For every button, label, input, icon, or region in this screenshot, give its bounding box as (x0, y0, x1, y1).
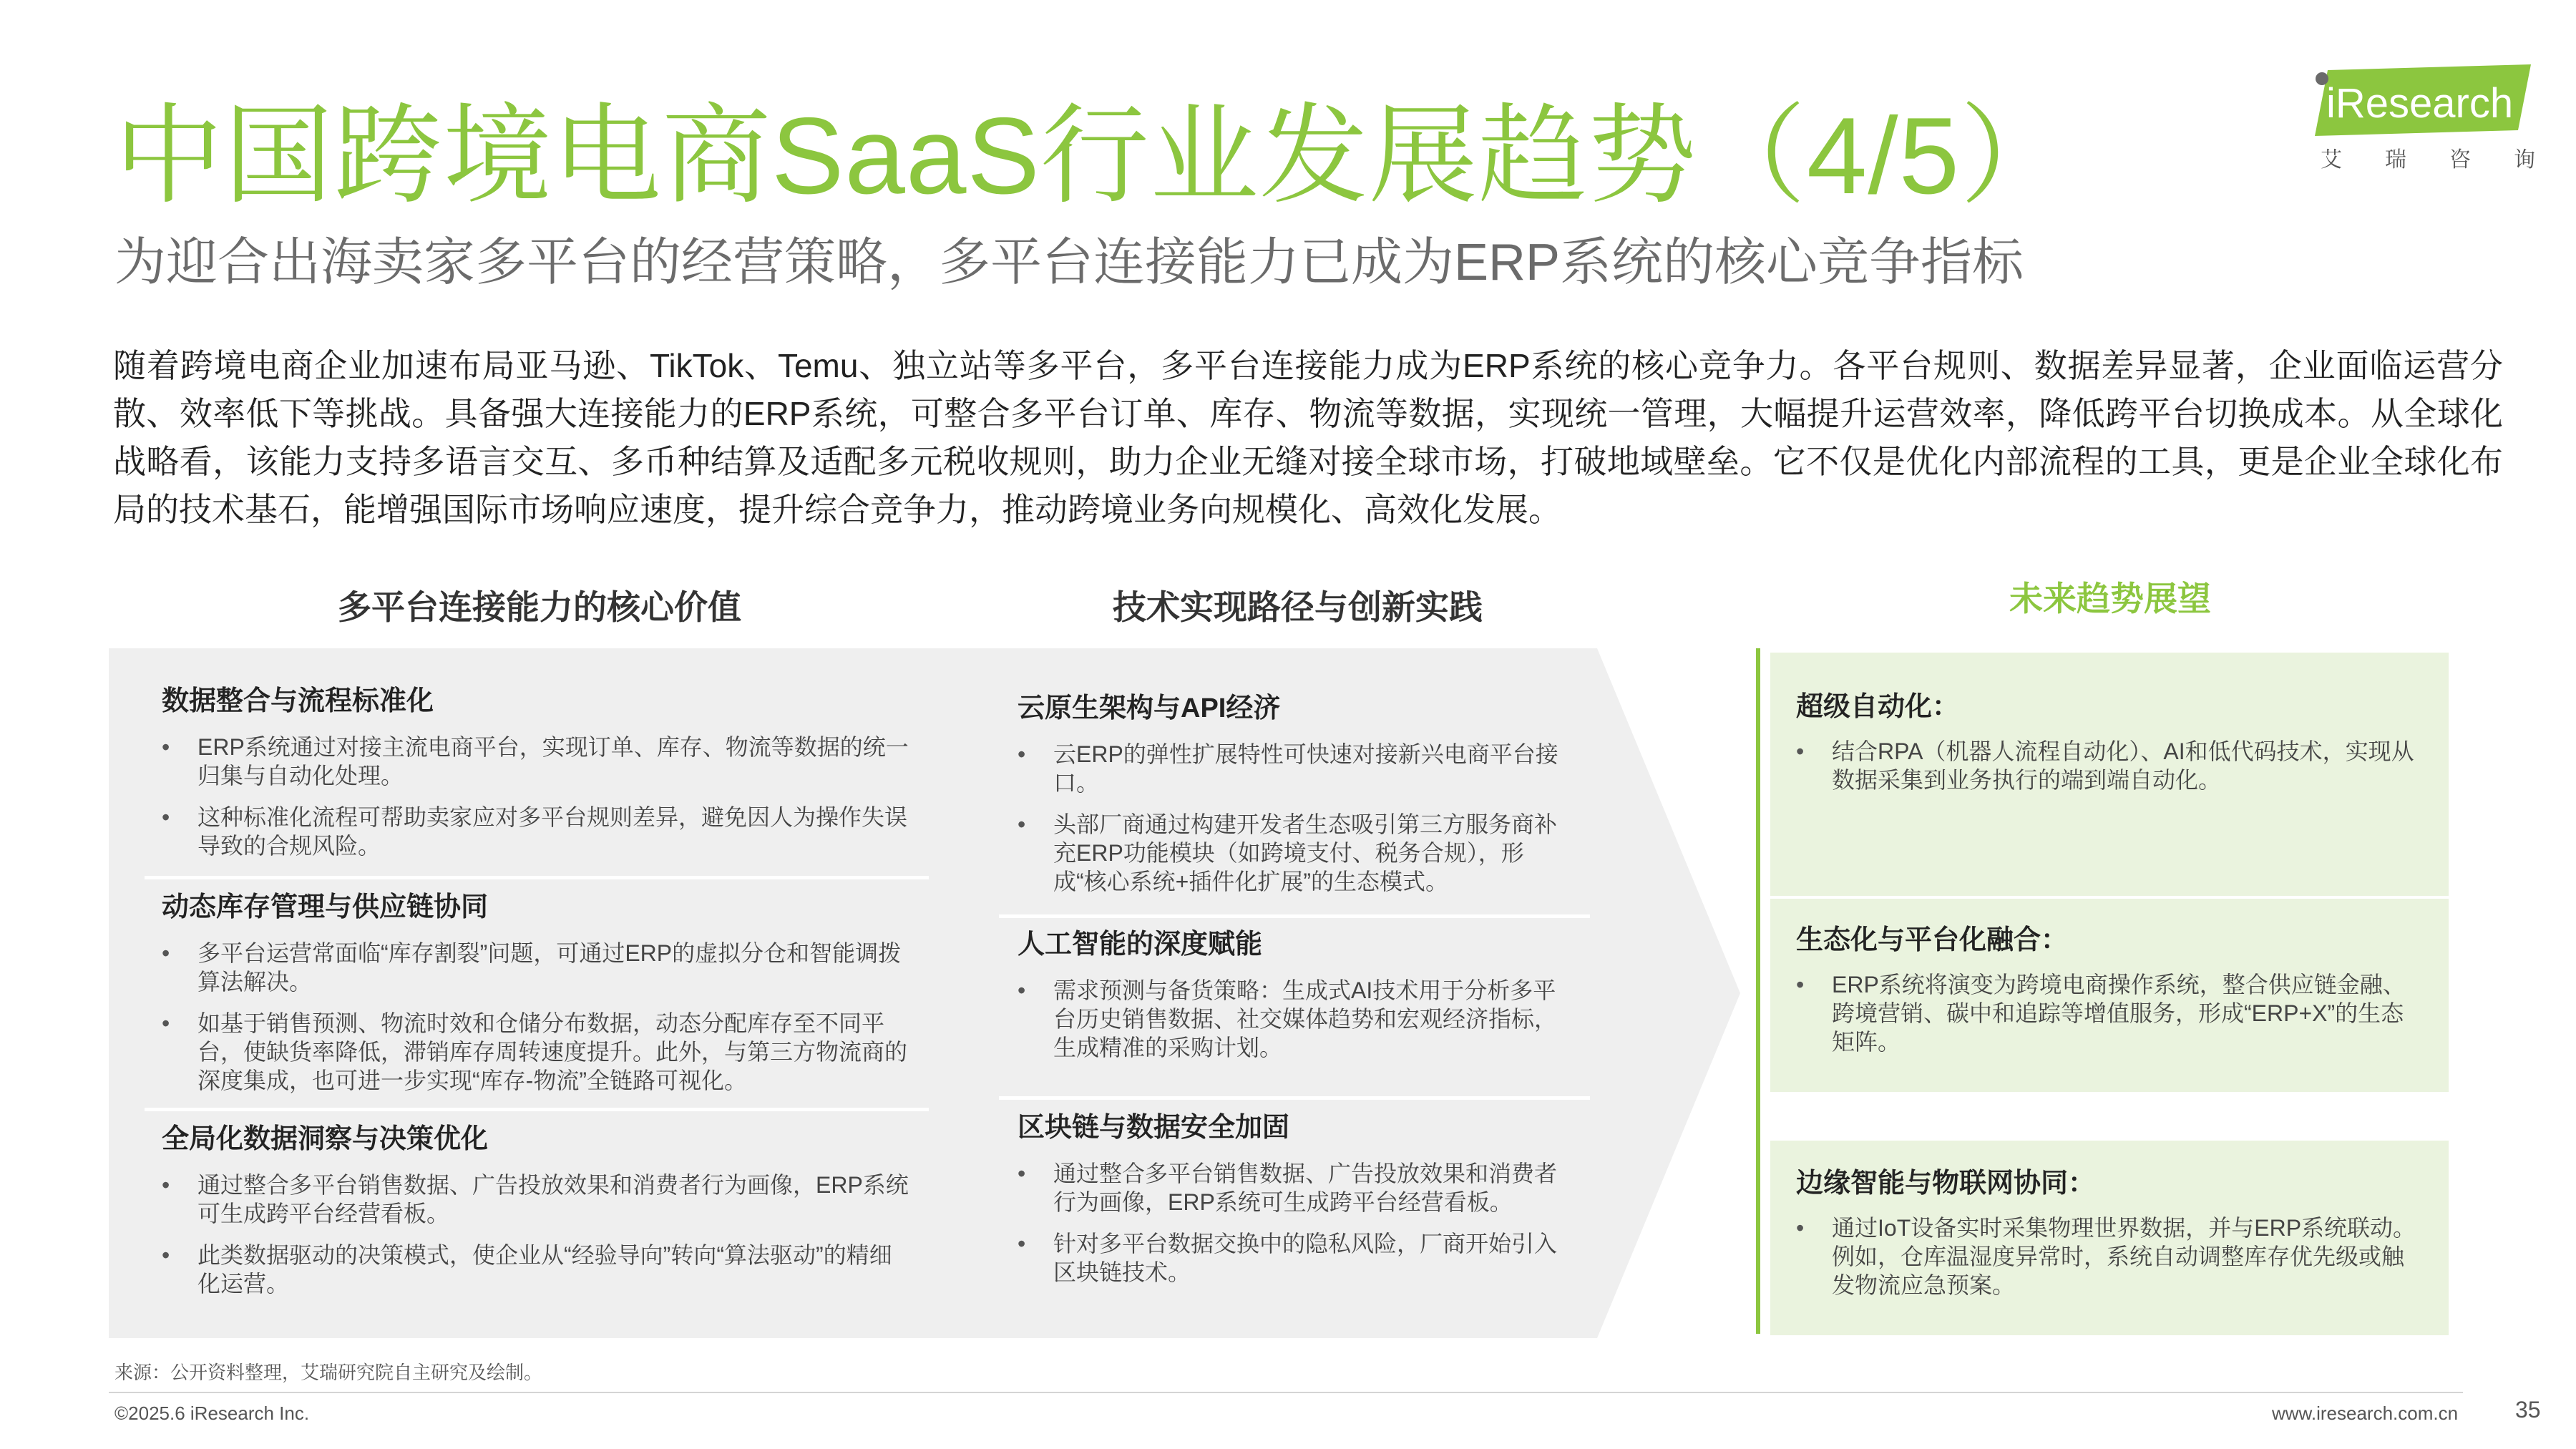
bullet-item: • 通过IoT设备实时采集物理世界数据，并与ERP系统联动。例如，仓库温湿度异常时，系统自动调整库存优先级或触发物流应急预案。 (1796, 1214, 2423, 1299)
source-note: 来源：公开资料整理，艾瑞研究院自主研究及绘制。 (114, 1362, 543, 1383)
section-data-integration (162, 684, 913, 873)
section-blockchain-security (1018, 1111, 1576, 1299)
section-title: 全局化数据洞察与决策优化 (162, 1124, 489, 1154)
bullet-item: • 通过整合多平台销售数据、广告投放效果和消费者行为画像，ERP系统可生成跨平台经营看板。 (1018, 1159, 1576, 1216)
footer-divider (109, 1392, 2463, 1393)
section-ai-enablement (1018, 927, 1576, 1075)
iresearch-logo (2308, 64, 2537, 172)
page-subtitle: 为迎合出海卖家多平台的经营策略，多平台连接能力已成为ERP系统的核心竞争指标 (114, 234, 2024, 291)
bullet-item: • 云ERP的弹性扩展特性可快速对接新兴电商平台接口。 (1018, 740, 1576, 797)
bullet-item: • 针对多平台数据交换中的隐私风险，厂商开始引入区块链技术。 (1018, 1229, 1576, 1287)
section-divider (999, 914, 1590, 918)
trend-card-edge-iot (1770, 1141, 2449, 1335)
trend-card-title: 边缘智能与物联网协同： (1796, 1169, 2096, 1199)
trend-card-title: 生态化与平台化融合： (1796, 925, 2069, 955)
bullet-item: • ERP系统通过对接主流电商平台，实现订单、库存、物流等数据的统一归集与自动化处理。 (162, 733, 913, 790)
bullet-item: • 通过整合多平台销售数据、广告投放效果和消费者行为画像，ERP系统可生成跨平台经营看板。 (162, 1171, 913, 1228)
bullet-item: • 这种标准化流程可帮助卖家应对多平台规则差异，避免因人为操作失误导致的合规风险。 (162, 803, 913, 860)
intro-paragraph: 随着跨境电商企业加速布局亚马逊、TikTok、Temu、独立站等多平台，多平台连接能力成为ERP系统的核心竞争力。各平台规则、数据差异显著，企业面临运营分散、效率低下等挑战。具备强大连接能力的ERP系统，可整合多平台订单、库存、物流等数据，实现统一管理，大幅提升运营效率，降低跨平台切换成本。从全球化战略看，该能力支持多语言交互、多币种结算及适配多元税收规则，助力企业无缝对接全球市场，打破地域壁垒。它不仅是优化内部流程的工具，更是企业全球化布局的技术基石，能增强国际市场响应速度，提升综合竞争力，推动跨境业务向规模化、高效化发展。 (113, 347, 2503, 528)
bullet-item: • 如基于销售预测、物流时效和仓储分布数据，动态分配库存至不同平台，使缺货率降低，滞销库存周转速度提升。此外，与第三方物流商的深度集成，也可进一步实现“库存-物流”全链路可视化。 (162, 1009, 913, 1095)
page-number: 35 (2515, 1397, 2541, 1423)
section-title: 云原生架构与API经济 (1018, 693, 1281, 723)
trend-card-title: 超级自动化： (1796, 692, 1960, 722)
section-cloud-api (1018, 691, 1576, 909)
trend-card-hyperautomation (1770, 653, 2449, 896)
future-trend-heading: 未来趋势展望 (2009, 580, 2211, 618)
section-data-insight (162, 1122, 913, 1311)
page-title: 中国跨境电商SaaS行业发展趋势（4/5） (114, 95, 2070, 217)
section-divider (145, 1108, 929, 1111)
bullet-item: • 需求预测与备货策略：生成式AI技术用于分析多平台历史销售数据、社交媒体趋势和宏观经济指标，生成精准的采购计划。 (1018, 976, 1576, 1062)
bullet-item: • 此类数据驱动的决策模式，使企业从“经验导向”转向“算法驱动”的精细化运营。 (162, 1241, 913, 1298)
copyright: ©2025.6 iResearch Inc. (114, 1402, 310, 1424)
logo-badge-icon (2308, 64, 2537, 136)
section-title: 数据整合与流程标准化 (162, 686, 434, 716)
bullet-item: • 结合RPA（机器人流程自动化）、AI和低代码技术，实现从数据采集到业务执行的端到端自动化。 (1796, 737, 2423, 794)
section-divider (145, 876, 929, 879)
trend-card-ecosystem (1770, 899, 2449, 1092)
section-inventory-supply (162, 890, 913, 1108)
section-title: 区块链与数据安全加固 (1018, 1113, 1290, 1143)
future-accent-line (1756, 648, 1760, 1334)
logo-wordmark: iResearch (2326, 80, 2514, 127)
section-title: 人工智能的深度赋能 (1018, 930, 1263, 960)
website-link[interactable]: www.iresearch.com.cn (2272, 1402, 2459, 1424)
bullet-item: • 头部厂商通过构建开发者生态吸引第三方服务商补充ERP功能模块（如跨境支付、税务合规），形成“核心系统+插件化扩展”的生态模式。 (1018, 810, 1576, 896)
core-value-heading: 多平台连接能力的核心价值 (338, 588, 741, 626)
bullet-item: • ERP系统将演变为跨境电商操作系统，整合供应链金融、跨境营销、碳中和追踪等增值服务，形成“ERP+X”的生态矩阵。 (1796, 970, 2423, 1056)
logo-cn-text: 艾 瑞 咨 询 (2321, 148, 2535, 172)
tech-path-heading: 技术实现路径与创新实践 (1113, 588, 1483, 626)
bullet-item: • 多平台运营常面临“库存割裂”问题，可通过ERP的虚拟分仓和智能调拨算法解决。 (162, 939, 913, 996)
section-title: 动态库存管理与供应链协同 (162, 892, 489, 922)
section-divider (999, 1096, 1590, 1100)
